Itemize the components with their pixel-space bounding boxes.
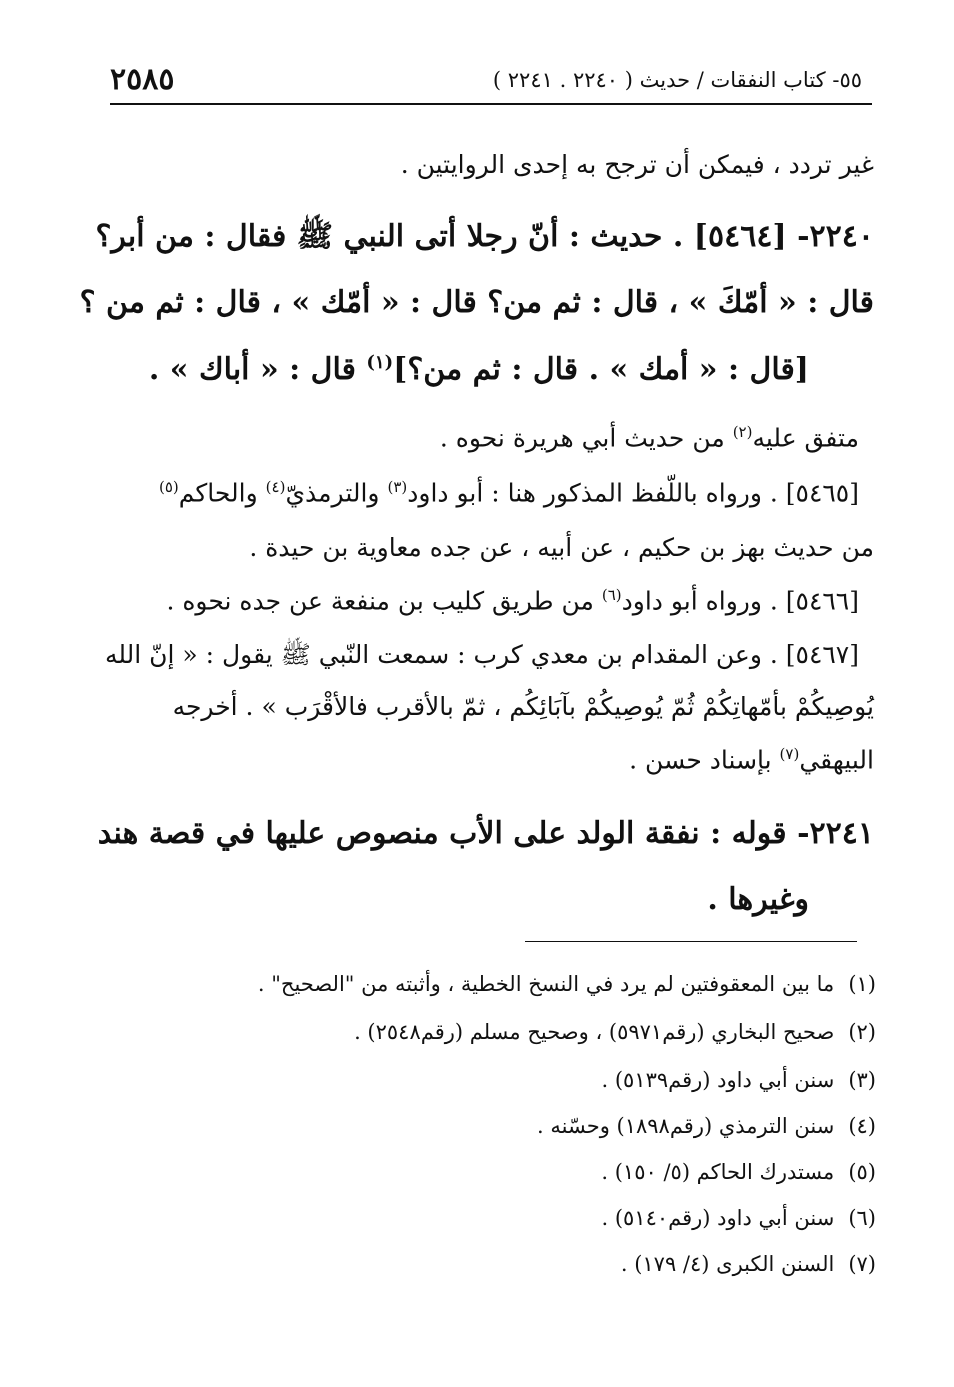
paragraph-text: بإسناد حسن . bbox=[629, 745, 780, 775]
footnote-text: السنن الكبرى (٤/ ١٧٩) . bbox=[620, 1252, 835, 1276]
hadith-2240-line-3-tail: قال : « أباك » . bbox=[148, 352, 367, 387]
paragraph-text: والحاكم bbox=[178, 478, 266, 508]
footnote-ref: (١) bbox=[366, 352, 394, 373]
footnote-1 bbox=[258, 972, 876, 996]
paragraph-text: من حديث أبي هريرة نحوه . bbox=[439, 423, 733, 453]
footnote-number: (٦) bbox=[848, 1206, 876, 1230]
footnote-number: (٢) bbox=[848, 1020, 876, 1044]
hadith-2240-line-3-text: [قال : « أمك » . قال : ثم من؟] bbox=[393, 352, 809, 387]
paragraph-5467: [٥٤٦٧] . وعن المقدام بن معدي كرب : سمعت النّبي ﷺ يقول : « إنّ الله bbox=[104, 640, 859, 669]
paragraph-text: [٥٤٦٥] . ورواه باللّفظ المذكور هنا : أبو داود bbox=[407, 478, 859, 508]
paragraph-text: والترمذيّ bbox=[285, 478, 388, 508]
footnote-number: (٧) bbox=[848, 1252, 876, 1276]
footnote-ref: (٥) bbox=[158, 478, 179, 496]
footnote-ref: (٧) bbox=[779, 745, 800, 763]
footnote-5 bbox=[601, 1160, 876, 1184]
footnote-ref: (٣) bbox=[387, 478, 408, 496]
header-rule bbox=[110, 103, 872, 105]
footnote-number: (٣) bbox=[848, 1068, 876, 1092]
footnote-number: (٥) bbox=[848, 1160, 876, 1184]
paragraph-5466 bbox=[166, 586, 859, 615]
footnote-text: صحيح البخاري (رقم٥٩٧١) ، وصحيح مسلم (رقم٢٥٤٨) . bbox=[354, 1020, 835, 1044]
page-number: ٢٥٨٥ bbox=[110, 62, 175, 97]
intro-line: غير تردد ، فيمكن أن ترجح به إحدى الروايتين . bbox=[400, 150, 874, 179]
footnote-ref: (٢) bbox=[732, 423, 753, 441]
footnote-text: مستدرك الحاكم (٥/ ١٥٠) . bbox=[601, 1160, 835, 1184]
paragraph-hadith-text: يُوصِيكُمْ بأمّهاتِكُمْ ثُمّ يُوصِيكُمْ بآبَائِكُم ، ثمّ بالأقرب فالأقْرَب » . أخرجه bbox=[172, 692, 874, 721]
paragraph-bayhaqi bbox=[629, 745, 874, 774]
footnote-text: سنن الترمذي (رقم١٨٩٨) وحسّنه . bbox=[537, 1114, 835, 1138]
hadith-2240-line-2: قال : « أمّكَ » ، قال : ثم من؟ قال : « أمّك » ، قال : ثم من ؟ bbox=[79, 285, 874, 320]
hadith-2240-line-3 bbox=[149, 352, 809, 387]
footnote-separator bbox=[525, 941, 857, 942]
hadith-2240-line-1: ٢٢٤٠- [٥٤٦٤] . حديث : أنّ رجلا أتى النبي ﷺ فقال : من أبر؟ bbox=[95, 219, 874, 254]
hadith-2241-line-2: وغيرها . bbox=[707, 882, 809, 917]
footnote-ref: (٦) bbox=[601, 586, 622, 604]
paragraph-5465 bbox=[159, 478, 859, 507]
running-head: ٥٥- كتاب النفقات / حديث ( ٢٢٤٠ . ٢٢٤١ ) bbox=[492, 68, 862, 92]
hadith-2241-line-1: ٢٢٤١- قوله : نفقة الولد على الأب منصوص عليها في قصة هند bbox=[97, 816, 874, 851]
footnote-text: ما بين المعقوفتين لم يرد في النسخ الخطية ، وأثبته من "الصحيح" . bbox=[257, 972, 835, 996]
footnote-number: (١) bbox=[848, 972, 876, 996]
footnote-7 bbox=[621, 1252, 876, 1276]
paragraph-text: متفق عليه bbox=[752, 423, 859, 453]
paragraph-muttafaq bbox=[440, 423, 859, 452]
footnote-text: سنن أبي داود (رقم٥١٣٩) . bbox=[601, 1068, 835, 1092]
paragraph-text: البيهقي bbox=[799, 745, 874, 775]
footnote-3 bbox=[601, 1068, 876, 1092]
footnote-4 bbox=[537, 1114, 876, 1138]
footnote-number: (٤) bbox=[848, 1114, 876, 1138]
footnote-6 bbox=[601, 1206, 876, 1230]
footnote-text: سنن أبي داود (رقم٥١٤٠) . bbox=[601, 1206, 835, 1230]
paragraph-text: من طريق كليب بن منفعة عن جده نحوه . bbox=[166, 586, 602, 616]
footnote-ref: (٤) bbox=[265, 478, 286, 496]
paragraph-bahz: من حديث بهز بن حكيم ، عن أبيه ، عن جده معاوية بن حيدة . bbox=[249, 533, 874, 562]
page-header bbox=[110, 62, 870, 102]
footnote-2 bbox=[354, 1020, 876, 1044]
paragraph-text: [٥٤٦٦] . ورواه أبو داود bbox=[621, 586, 859, 616]
